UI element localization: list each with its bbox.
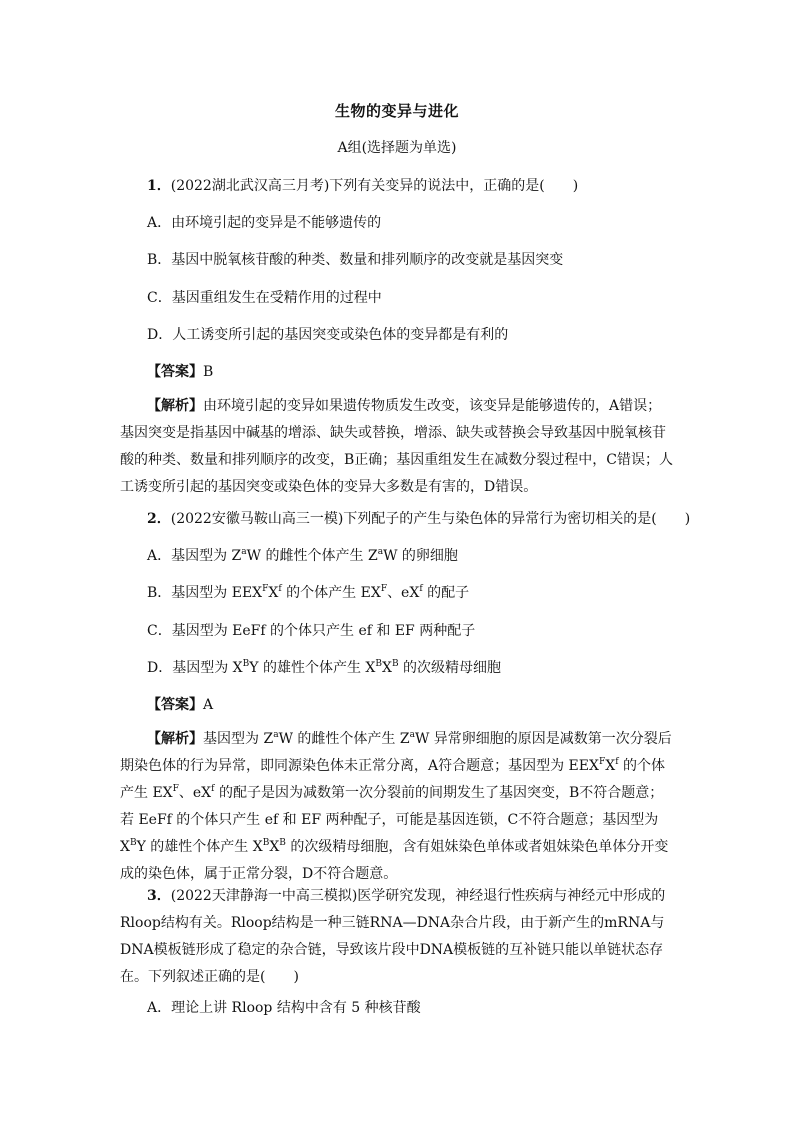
q2-option-c: C．基因型为 EeFf 的个体只产生 ef 和 EF 两种配子 xyxy=(147,623,476,639)
q1-option-c: C．基因重组发生在受精作用的过程中 xyxy=(147,290,382,306)
q1-option-b: B．基因中脱氧核苷酸的种类、数量和排列顺序的改变就是基因突变 xyxy=(147,252,564,268)
q2-option-b: B．基因型为 $EEX^FX^f$ 的个体产生 $EX^F$、$eX^f$ 的配子 xyxy=(147,584,470,601)
question-1-stem xyxy=(147,175,578,195)
q3-option-a: A．理论上讲 Rloop 结构中含有 5 种核苷酸 xyxy=(147,1000,421,1016)
analysis-label: 【解析】 xyxy=(147,731,203,747)
analysis-label: 【解析】 xyxy=(147,398,203,414)
q1-option-a: A．由环境引起的变异是不能够遗传的 xyxy=(147,215,382,231)
analysis-text: 由环境引起的变异如果遗传物质发生改变，该变异是能够遗传的，A错误；基因突变是指基因中碱基的增添、缺失或替换，增添、缺失或替换会导致基因中脱氧核苷酸的种类、数量和排列顺序的改变，B正确；基因重组发生在减数分裂过程中，C错误；人工诱变所引起的基因突变或染色体的变异大多数是有害的，D错误。 xyxy=(120,398,673,495)
answer-label: 【答案】 xyxy=(147,697,203,713)
question-number: 2． xyxy=(147,511,171,527)
section-subtitle: A组(选择题为单选) xyxy=(337,140,457,156)
question-3-stem xyxy=(120,883,675,991)
question-2-stem xyxy=(147,508,690,528)
question-text: (2022天津静海一中高三模拟)医学研究发现，神经退行性疾病与神经元中形成的Rloop结构有关。Rloop结构是一种三链RNA—DNA杂合片段，由于新产生的mRNA与DNA模板链形成了稳定的杂合链，导致该片段中DNA模板链的互补链只能以单链状态存在。下列叙述正确的是( ) xyxy=(120,888,666,985)
answer-label: 【答案】 xyxy=(147,364,203,380)
q1-option-d: D．人工诱变所引起的基因突变或染色体的变异都是有利的 xyxy=(147,327,509,343)
q1-analysis xyxy=(120,393,675,501)
question-number: 3． xyxy=(147,888,171,904)
answer-value: A xyxy=(203,697,214,713)
answer-value: B xyxy=(203,364,214,380)
q2-option-a: A．基因型为 $Z^aW$ 的雌性个体产生 $Z^aW$ 的卵细胞 xyxy=(147,547,458,564)
q2-analysis: 【解析】基因型为 $Z^aW$ 的雌性个体产生 $Z^aW$ 异常卵细胞的原因是减数第一次分裂后期染色体的行为异常，即同源染色体未正常分离，A符合题意；基因型为 $EEX^FX^f$ 的个体产生 $EX^F$、$eX^f$ 的配子是因为减数第一次分裂前的间期发生了基因突变，B不符合题意；若 EeFf 的个体只产生 ef 和 EF 两种配子，可能是基因连锁，C不符合题意；基因型为 $X^BY$ 的雄性个体产生 $X^BX^B$ 的次级精母细胞，含有姐妹染色单体或者姐妹染色单体分开变成的染色体，属于正常分裂，D不符合题意。 xyxy=(120,730,672,882)
q2-answer xyxy=(147,694,213,714)
q2-option-d: D．基因型为 $X^BY$ 的雄性个体产生 $X^BX^B$ 的次级精母细胞 xyxy=(147,659,502,676)
question-text: (2022安徽马鞍山高三一模)下列配子的产生与染色体的异常行为密切相关的是( ) xyxy=(170,511,691,527)
question-number: 1． xyxy=(147,178,171,194)
page-title: 生物的变异与进化 xyxy=(334,102,459,120)
q1-answer xyxy=(147,361,213,381)
question-text: (2022湖北武汉高三月考)下列有关变异的说法中，正确的是( ) xyxy=(170,178,579,194)
